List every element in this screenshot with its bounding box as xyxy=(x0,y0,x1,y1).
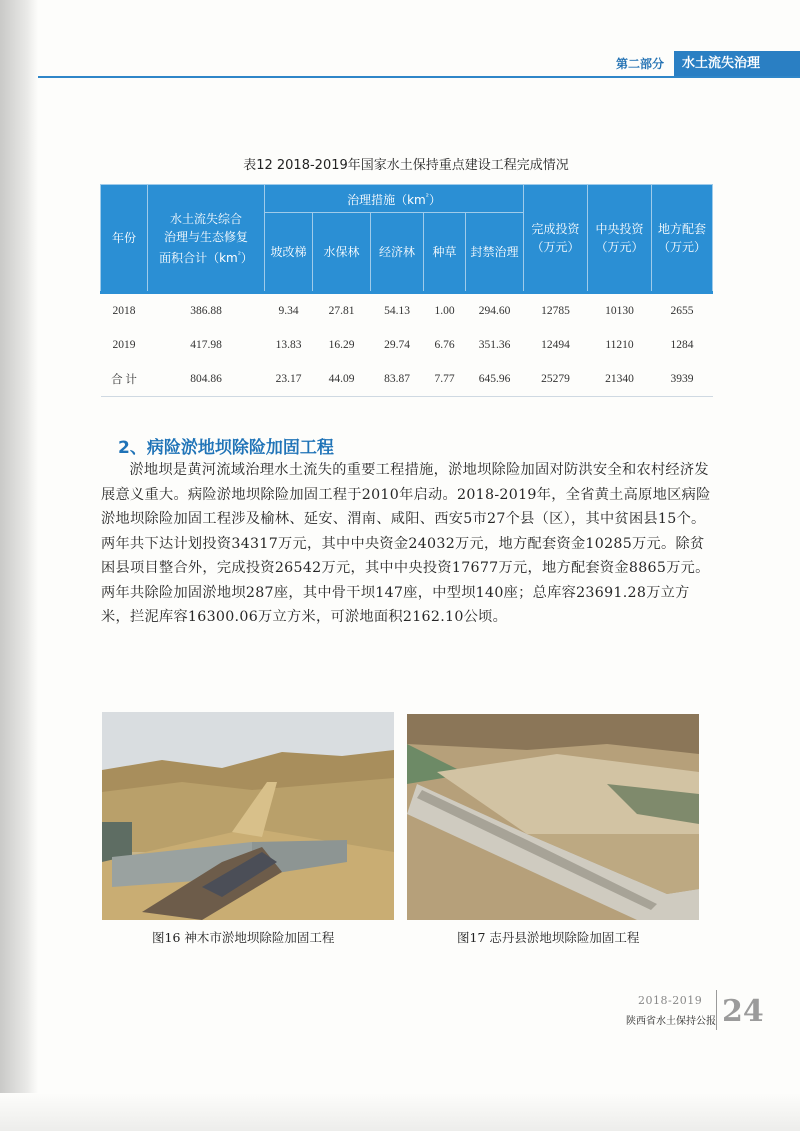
header-invest-local: 地方配套 （万元） xyxy=(652,185,713,293)
section-body: 淤地坝是黄河流域治理水土流失的重要工程措施，淤地坝除险加固对防洪安全和农村经济发展意义重大。病险淤地坝除险加固工程于2010年启动。2018-2019年，全省黄土高原地区病险淤地坝除险加固工程涉及榆林、延安、渭南、咸阳、西安5市27个县（区），其中贫困县15个。两年共下达计划投资34317万元，其中中央资金24032万元，地方配套资金10285万元。除贫困县项目整合外，完成投资26542万元，其中中央投资17677万元，地方配套资金8865万元。两年共除险加固淤地坝287座，其中骨干坝147座，中型坝140座；总库容23691.28万立方米，拦泥库容16300.06万立方米，可淤地面积2162.10公顷。 xyxy=(101,462,711,625)
header-invest-done: 完成投资 （万元） xyxy=(524,185,588,293)
header-measure-closure: 封禁治理 xyxy=(466,213,524,293)
header-area: 水土流失综合 治理与生态修复 面积合计$(km^{^2})$ xyxy=(148,185,265,293)
header-measure-terrace: 坡改梯 xyxy=(265,213,313,293)
header-measure-forest: 水保林 xyxy=(313,213,371,293)
section-title: 2、病险淤地坝除险加固工程 xyxy=(118,438,334,458)
footer-publication: 陕西省水土保持公报 xyxy=(626,1016,716,1027)
header-rule xyxy=(38,76,800,78)
header-year: 年份 xyxy=(101,185,148,293)
investment-table xyxy=(100,184,713,397)
header-part-label: 第二部分 xyxy=(616,57,665,71)
footer-years: 2018-2019 xyxy=(638,994,703,1007)
table-title: 表12 2018-2019年国家水土保持重点建设工程完成情况 xyxy=(243,158,569,173)
table-row: 2018 386.88 9.34 27.81 54.13 1.00 294.60 12785 10130 2655 xyxy=(101,293,713,329)
table-row-total: 合 计 804.86 23.17 44.09 83.87 7.77 645.96 25279 21340 3939 xyxy=(101,362,713,397)
header-section-label: 水土流失治理 xyxy=(674,51,800,76)
photo-zhidan-dam xyxy=(407,714,699,920)
header-invest-central: 中央投资 （万元） xyxy=(588,185,652,293)
page-shadow-bottom xyxy=(0,1093,800,1131)
table-row: 2019 417.98 13.83 16.29 29.74 6.76 351.36 12494 11210 1284 xyxy=(101,328,713,362)
figure-16-caption: 图16 神木市淤地坝除险加固工程 xyxy=(152,930,335,945)
footer-divider xyxy=(716,990,717,1030)
page-shadow-left xyxy=(0,0,38,1131)
figure-17-caption: 图17 志丹县淤地坝除险加固工程 xyxy=(457,930,640,945)
page-number: 24 xyxy=(722,994,764,1029)
header-measure-econ-forest: 经济林 xyxy=(371,213,424,293)
header-measure-grass: 种草 xyxy=(424,213,466,293)
header-measures-group: 治理措施$(km^{^2})$ xyxy=(265,185,524,213)
photo-shenmu-dam xyxy=(102,712,394,920)
